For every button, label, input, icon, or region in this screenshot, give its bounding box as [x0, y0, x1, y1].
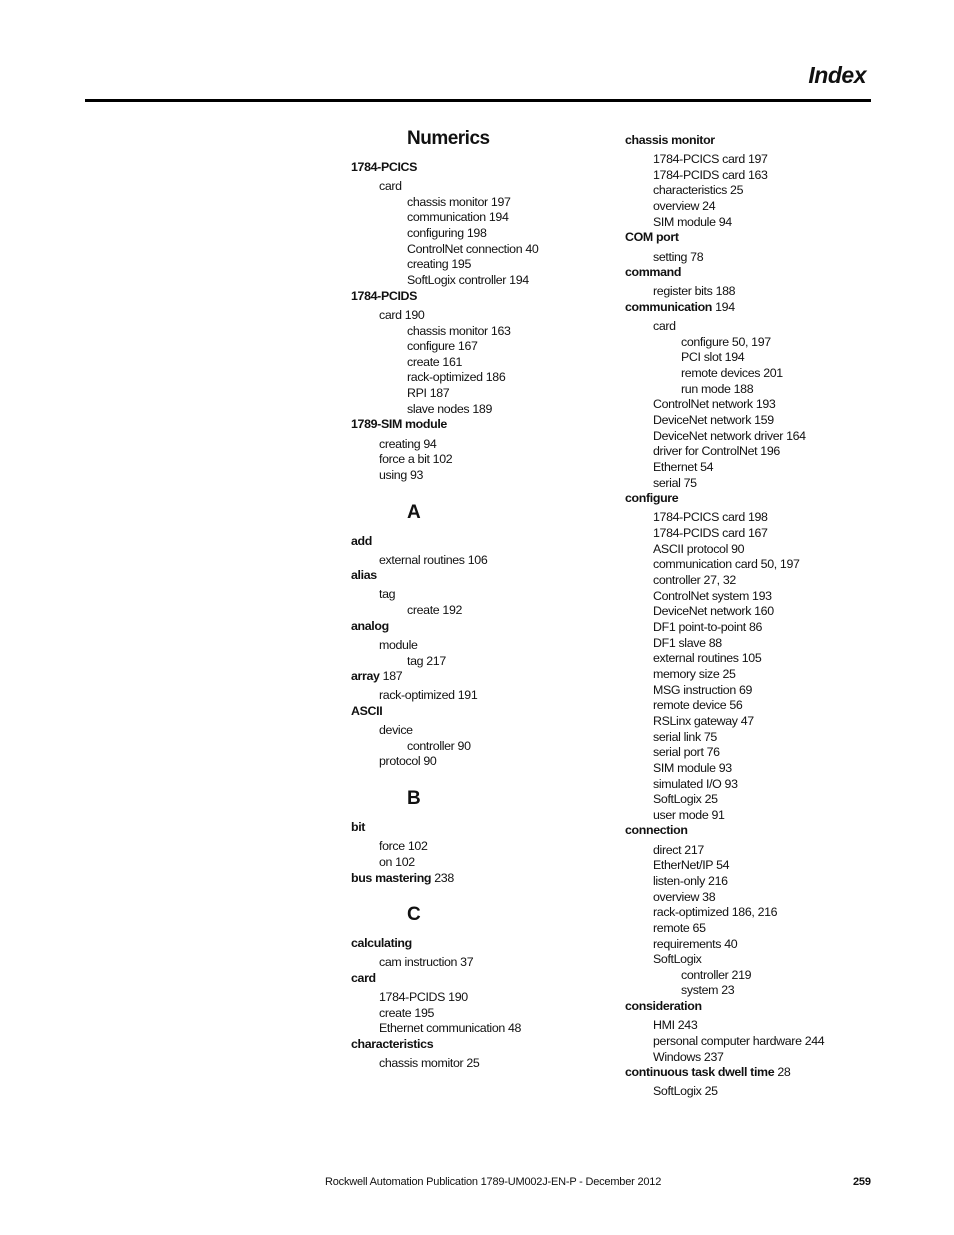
- entry-term: COM port: [625, 230, 679, 245]
- entry-pages: 1784-PCICS card 197: [653, 152, 768, 167]
- index-sub-entry: [653, 761, 732, 775]
- index-sub-entry: [653, 651, 761, 665]
- index-sub-entry: [653, 843, 704, 857]
- entry-pages: driver for ControlNet 196: [653, 444, 780, 459]
- entry-pages: module: [379, 637, 418, 652]
- entry-term: characteristics: [351, 1037, 434, 1052]
- entry-pages: card: [653, 319, 676, 334]
- entry-term: calculating: [351, 936, 412, 951]
- entry-pages: HMI 243: [653, 1018, 698, 1033]
- entry-pages: 187: [379, 669, 403, 684]
- index-sub-entry: [653, 620, 762, 634]
- entry-pages: configure 50, 197: [681, 334, 771, 349]
- index-main-entry: [351, 1037, 433, 1051]
- index-main-entry: [351, 160, 417, 174]
- index-sub-entry: [653, 604, 774, 618]
- index-sub-entry: [653, 199, 715, 213]
- entry-pages: SIM module 94: [653, 214, 732, 229]
- entry-pages: slave nodes 189: [407, 401, 492, 416]
- index-sub-entry: [653, 777, 738, 791]
- index-sub-entry: [407, 402, 492, 416]
- entry-pages: 1784-PCIDS card 163: [653, 167, 768, 182]
- index-sub-entry: [653, 1018, 697, 1032]
- index-sub-entry: [379, 308, 424, 322]
- entry-term: array: [351, 669, 380, 684]
- entry-pages: overview 24: [653, 199, 716, 214]
- index-main-entry: [351, 936, 412, 950]
- entry-term: card: [351, 971, 376, 985]
- index-sub-entry: [407, 739, 471, 753]
- entry-pages: external routines 106: [379, 552, 488, 567]
- entry-term: 1784-PCICS: [351, 160, 418, 174]
- entry-term: 1789-SIM module: [351, 417, 447, 432]
- index-main-entry: [351, 669, 402, 683]
- index-sub-entry: [653, 905, 777, 919]
- entry-pages: communication card 50, 197: [653, 557, 800, 572]
- entry-pages: card 190: [379, 307, 425, 322]
- entry-pages: device: [379, 723, 413, 738]
- entry-term: ASCII: [351, 704, 383, 718]
- footer-publication: Rockwell Automation Publication 1789-UM002J-EN-P - December 2012: [325, 1176, 662, 1188]
- header-rule: [85, 99, 871, 102]
- entry-pages: serial port 76: [653, 745, 720, 760]
- index-main-entry: [351, 568, 377, 582]
- index-sub-entry: [379, 452, 452, 466]
- index-sub-entry: [653, 745, 720, 759]
- entry-pages: setting 78: [653, 249, 704, 264]
- entry-pages: ASCII protocol 90: [653, 541, 745, 556]
- index-sub-entry: [379, 1021, 521, 1035]
- entry-pages: RPI 187: [407, 386, 450, 401]
- index-sub-entry: [379, 855, 415, 869]
- entry-pages: 194: [712, 300, 735, 314]
- entry-pages: SoftLogix: [653, 952, 702, 967]
- index-sub-entry: [653, 636, 722, 650]
- entry-pages: simulated I/O 93: [653, 776, 738, 791]
- entry-pages: DeviceNet network 159: [653, 413, 774, 428]
- index-main-entry: [351, 820, 365, 834]
- entry-pages: serial 75: [653, 475, 697, 490]
- page-title: Index: [808, 62, 866, 88]
- entry-pages: listen-only 216: [653, 873, 728, 888]
- entry-pages: remote 65: [653, 920, 706, 935]
- entry-pages: using 93: [379, 467, 424, 482]
- entry-pages: Windows 237: [653, 1049, 724, 1064]
- index-sub-entry: [653, 215, 732, 229]
- index-sub-entry: [653, 937, 737, 951]
- entry-pages: SIM module 93: [653, 760, 732, 775]
- index-sub-entry: [653, 444, 780, 458]
- index-main-entry: [351, 417, 447, 431]
- entry-pages: RSLinx gateway 47: [653, 713, 754, 728]
- index-sub-entry: [407, 386, 449, 400]
- index-main-entry: [625, 133, 715, 147]
- entry-pages: tag 217: [407, 653, 446, 668]
- entry-pages: SoftLogix 25: [653, 1084, 718, 1099]
- entry-pages: ControlNet network 193: [653, 397, 776, 412]
- index-sub-entry: [653, 250, 703, 264]
- entry-pages: tag: [379, 587, 396, 602]
- index-main-entry: [625, 300, 735, 314]
- index-sub-entry: [379, 587, 395, 601]
- index-sub-entry: [653, 573, 736, 587]
- index-sub-entry: [653, 1084, 718, 1098]
- index-sub-entry: [653, 858, 729, 872]
- entry-term: command: [625, 265, 682, 280]
- entry-pages: 28: [774, 1065, 791, 1080]
- index-sub-entry: [653, 874, 728, 888]
- entry-term: analog: [351, 618, 389, 633]
- entry-pages: SoftLogix controller 194: [407, 273, 529, 288]
- index-sub-entry: [653, 557, 800, 571]
- entry-pages: cam instruction 37: [379, 955, 474, 970]
- entry-term: chassis monitor: [625, 133, 715, 147]
- entry-pages: 1784-PCICS card 198: [653, 510, 768, 525]
- index-sub-entry: [653, 152, 768, 166]
- entry-pages: external routines 105: [653, 651, 762, 666]
- entry-pages: controller 90: [407, 738, 471, 753]
- entry-pages: Ethernet communication 48: [379, 1021, 522, 1036]
- index-sub-entry: [379, 179, 402, 193]
- entry-pages: force a bit 102: [379, 452, 453, 467]
- index-sub-entry: [653, 667, 736, 681]
- index-sub-entry: [681, 382, 753, 396]
- entry-pages: create 192: [407, 603, 463, 618]
- index-sub-entry: [379, 553, 487, 567]
- index-sub-entry: [653, 183, 743, 197]
- footer-page-number: 259: [853, 1176, 871, 1188]
- entry-term: consideration: [625, 999, 702, 1014]
- entry-pages: chassis monitor 163: [407, 323, 511, 338]
- entry-pages: system 23: [681, 983, 735, 998]
- index-sub-entry: [681, 983, 734, 997]
- entry-pages: DF1 point-to-point 86: [653, 620, 763, 634]
- index-main-entry: [351, 971, 376, 985]
- index-main-entry: [625, 823, 688, 837]
- entry-pages: DeviceNet network 160: [653, 604, 774, 619]
- index-sub-entry: [653, 683, 752, 697]
- entry-pages: card: [379, 179, 402, 194]
- index-sub-entry: [653, 319, 676, 333]
- index-sub-entry: [653, 284, 735, 298]
- entry-pages: on 102: [379, 854, 415, 869]
- index-sub-entry: [379, 468, 423, 482]
- index-sub-entry: [653, 510, 768, 524]
- index-sub-entry: [379, 638, 418, 652]
- entry-pages: creating 195: [407, 257, 471, 272]
- entry-pages: Ethernet 54: [653, 460, 714, 474]
- index-sub-entry: [653, 952, 702, 966]
- entry-pages: EtherNet/IP 54: [653, 858, 730, 873]
- entry-pages: overview 38: [653, 889, 716, 904]
- entry-pages: force 102: [379, 839, 428, 854]
- entry-pages: DF1 slave 88: [653, 635, 722, 650]
- index-main-entry: [625, 265, 681, 279]
- index-sub-entry: [407, 273, 529, 287]
- index-sub-entry: [653, 589, 772, 603]
- section-heading: Numerics: [407, 128, 490, 149]
- index-sub-entry: [653, 730, 717, 744]
- index-sub-entry: [653, 476, 697, 490]
- index-sub-entry: [653, 890, 715, 904]
- index-sub-entry: [653, 429, 806, 443]
- index-sub-entry: [407, 370, 505, 384]
- index-sub-entry: [379, 955, 473, 969]
- index-sub-entry: [407, 242, 538, 256]
- index-main-entry: [625, 230, 679, 244]
- entry-term: bit: [351, 820, 366, 835]
- index-sub-entry: [379, 1056, 479, 1070]
- entry-pages: rack-optimized 186, 216: [653, 905, 778, 920]
- entry-pages: controller 219: [681, 967, 752, 982]
- entry-pages: creating 94: [379, 436, 437, 451]
- section-heading: C: [407, 904, 421, 926]
- entry-pages: register bits 188: [653, 284, 736, 299]
- index-sub-entry: [407, 226, 486, 240]
- index-sub-entry: [653, 921, 706, 935]
- entry-pages: rack-optimized 186: [407, 370, 506, 385]
- index-sub-entry: [407, 210, 509, 224]
- index-sub-entry: [379, 723, 413, 737]
- index-sub-entry: [379, 754, 436, 768]
- entry-pages: MSG instruction 69: [653, 682, 753, 697]
- index-sub-entry: [653, 168, 768, 182]
- index-sub-entry: [681, 968, 751, 982]
- index-sub-entry: [407, 195, 511, 209]
- index-sub-entry: [681, 366, 783, 380]
- index-sub-entry: [407, 257, 471, 271]
- index-main-entry: [625, 999, 702, 1013]
- entry-pages: communication 194: [407, 210, 509, 225]
- entry-pages: remote device 56: [653, 698, 743, 713]
- index-sub-entry: [407, 324, 511, 338]
- index-sub-entry: [653, 808, 725, 822]
- entry-pages: serial link 75: [653, 729, 717, 744]
- entry-pages: characteristics 25: [653, 183, 744, 198]
- entry-term: connection: [625, 823, 688, 838]
- entry-pages: 238: [431, 870, 454, 885]
- index-sub-entry: [653, 698, 742, 712]
- index-main-entry: [351, 289, 417, 303]
- entry-pages: user mode 91: [653, 807, 725, 822]
- index-sub-entry: [653, 397, 775, 411]
- index-main-entry: [351, 871, 454, 885]
- entry-pages: SoftLogix 25: [653, 792, 718, 807]
- entry-pages: DeviceNet network driver 164: [653, 428, 806, 443]
- section-heading: B: [407, 788, 421, 810]
- entry-pages: ControlNet connection 40: [407, 241, 539, 256]
- index-main-entry: [625, 1065, 790, 1079]
- entry-pages: remote devices 201: [681, 366, 783, 381]
- entry-pages: chassis monitor 197: [407, 194, 511, 209]
- entry-pages: ControlNet system 193: [653, 588, 772, 603]
- entry-pages: direct 217: [653, 842, 704, 857]
- index-sub-entry: [653, 792, 718, 806]
- entry-pages: protocol 90: [379, 754, 437, 769]
- index-sub-entry: [653, 714, 754, 728]
- index-sub-entry: [407, 654, 446, 668]
- index-sub-entry: [653, 1034, 824, 1048]
- entry-pages: create 161: [407, 354, 463, 369]
- entry-term: continuous task dwell time: [625, 1065, 775, 1080]
- entry-pages: 1784-PCIDS card 167: [653, 526, 768, 541]
- index-sub-entry: [681, 350, 744, 364]
- index-sub-entry: [407, 355, 462, 369]
- index-sub-entry: [653, 1050, 724, 1064]
- index-main-entry: [351, 619, 389, 633]
- index-sub-entry: [407, 339, 478, 353]
- entry-pages: personal computer hardware 244: [653, 1033, 825, 1048]
- index-sub-entry: [653, 460, 713, 474]
- entry-term: 1784-PCIDS: [351, 288, 418, 303]
- entry-pages: PCI slot 194: [681, 350, 745, 365]
- entry-pages: create 195: [379, 1005, 435, 1020]
- entry-pages: requirements 40: [653, 936, 738, 951]
- entry-pages: run mode 188: [681, 381, 754, 396]
- entry-pages: configure 167: [407, 339, 478, 354]
- entry-term: configure: [625, 491, 679, 506]
- entry-pages: configuring 198: [407, 226, 487, 241]
- index-main-entry: [625, 491, 678, 505]
- index-sub-entry: [681, 335, 771, 349]
- index-sub-entry: [379, 1006, 434, 1020]
- entry-pages: memory size 25: [653, 666, 736, 681]
- entry-pages: 1784-PCIDS 190: [379, 990, 468, 1005]
- index-main-entry: [351, 704, 382, 718]
- section-heading: A: [407, 501, 421, 523]
- index-sub-entry: [653, 413, 774, 427]
- entry-term: alias: [351, 568, 377, 583]
- index-sub-entry: [379, 437, 436, 451]
- index-sub-entry: [653, 542, 744, 556]
- entry-term: communication: [625, 300, 713, 314]
- index-sub-entry: [379, 839, 428, 853]
- index-sub-entry: [379, 688, 477, 702]
- index-sub-entry: [407, 603, 462, 617]
- entry-term: add: [351, 533, 372, 548]
- entry-term: bus mastering: [351, 870, 432, 885]
- entry-pages: rack-optimized 191: [379, 688, 478, 703]
- index-sub-entry: [653, 526, 768, 540]
- entry-pages: chassis momitor 25: [379, 1056, 480, 1071]
- entry-pages: controller 27, 32: [653, 573, 736, 588]
- index-main-entry: [351, 534, 372, 548]
- index-sub-entry: [379, 990, 468, 1004]
